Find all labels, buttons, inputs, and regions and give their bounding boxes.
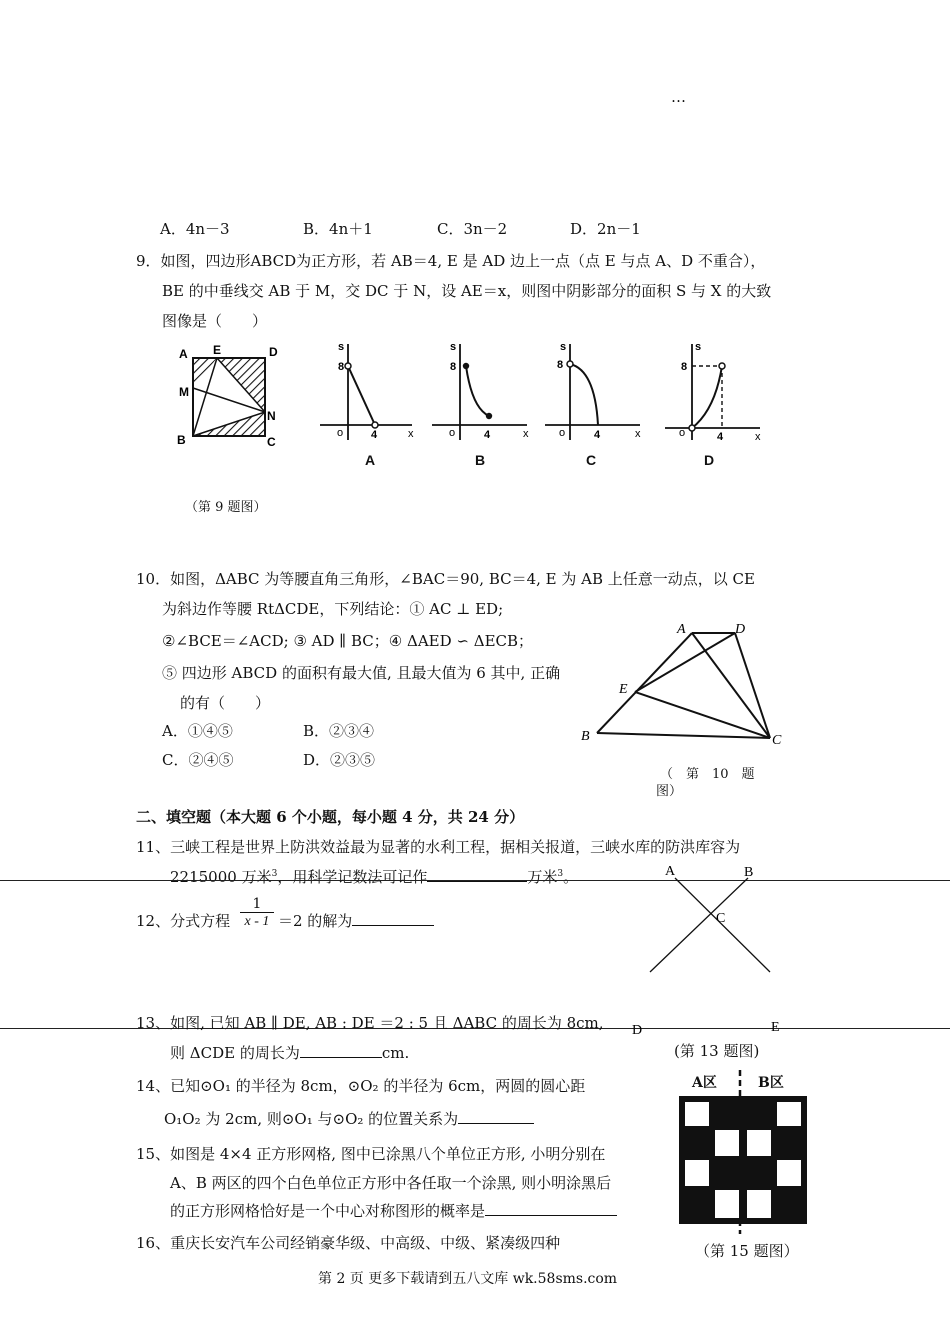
q16-line1: 16、重庆长安汽车公司经销豪华级、中高级、中级、紧凑级四种 bbox=[136, 1234, 561, 1252]
q15-line1: 15、如图是 4×4 正方形网格, 图中已涂黑八个单位正方形, 小明分别在 bbox=[136, 1145, 606, 1163]
svg-text:o: o bbox=[337, 427, 344, 439]
q9-label-e: E bbox=[213, 343, 222, 357]
page-footer: 第 2 页 更多下载请到五八文库 wk.58sms.com bbox=[318, 1271, 618, 1287]
q9-label-c: C bbox=[267, 435, 276, 449]
q15-caption: （第 15 题图） bbox=[695, 1242, 799, 1260]
q9-caption: （第 9 题图） bbox=[185, 500, 267, 515]
q8-option-a: A．4n－3 bbox=[160, 220, 230, 238]
svg-text:x: x bbox=[408, 428, 414, 440]
svg-text:o: o bbox=[679, 427, 686, 439]
q12-fraction: 1 x - 1 bbox=[240, 896, 274, 931]
section-2-heading: 二、填空题（本大题 6 个小题，每小题 4 分，共 24 分） bbox=[136, 808, 525, 826]
q9-graph-label-b: B bbox=[475, 452, 486, 468]
q9-label-a: A bbox=[179, 347, 188, 361]
q9-label-n: N bbox=[267, 409, 276, 423]
q9-graph-d bbox=[665, 340, 765, 445]
q14-line2: O₁O₂ 为 2cm, 则⊙O₁ 与⊙O₂ 的位置关系为 bbox=[164, 1108, 534, 1129]
svg-text:B: B bbox=[581, 729, 590, 744]
q13-caption: (第 13 题图) bbox=[674, 1042, 760, 1060]
q10-line4: ⑤ 四边形 ABCD 的面积有最大值, 且最大值为 6 其中, 正确 bbox=[162, 664, 561, 682]
svg-text:B: B bbox=[744, 865, 754, 880]
q9-line2: BE 的中垂线交 AB 于 M，交 DC 于 N，设 AE＝x，则图中阴影部分的面积 S 与 X 的大致 bbox=[162, 282, 772, 300]
svg-text:4: 4 bbox=[371, 429, 378, 441]
divider-line-1 bbox=[0, 880, 950, 881]
q10-line5: 的有（ ） bbox=[180, 694, 271, 712]
q9-label-b: B bbox=[177, 433, 186, 447]
svg-text:o: o bbox=[449, 427, 456, 439]
q10-figure bbox=[575, 615, 795, 755]
q13-figure bbox=[620, 860, 800, 1040]
svg-text:D: D bbox=[735, 622, 746, 637]
q9-graph-a bbox=[320, 340, 420, 445]
svg-text:D: D bbox=[632, 1023, 643, 1038]
svg-text:E: E bbox=[619, 682, 628, 697]
q10-line1: 10．如图，ΔABC 为等腰直角三角形，∠BAC＝90, BC＝4, E 为 AB 上任意一动点，以 CE bbox=[136, 570, 755, 588]
svg-text:8: 8 bbox=[450, 361, 457, 373]
q9-square-figure bbox=[175, 340, 285, 450]
svg-text:4: 4 bbox=[594, 429, 601, 441]
svg-text:8: 8 bbox=[557, 359, 564, 371]
svg-text:s: s bbox=[695, 341, 702, 353]
q10-option-b: B．②③④ bbox=[303, 722, 375, 740]
q9-line1: 9．如图，四边形ABCD为正方形，若 AB＝4, E 是 AD 边上一点（点 E 与点 A、D 不重合）， bbox=[136, 252, 766, 270]
q8-option-b: B．4n＋1 bbox=[303, 220, 373, 238]
q12-answer-blank bbox=[352, 911, 434, 926]
svg-text:A: A bbox=[665, 864, 676, 879]
q10-line3: ②∠BCE＝∠ACD; ③ AD ∥ BC；④ ΔAED ∽ ΔECB； bbox=[162, 632, 534, 650]
svg-text:s: s bbox=[560, 341, 567, 353]
q10-caption-2: 图） bbox=[656, 784, 683, 799]
svg-text:x: x bbox=[635, 428, 641, 440]
svg-text:C: C bbox=[772, 733, 782, 748]
q9-graph-label-a: A bbox=[365, 452, 376, 468]
q10-option-c: C．②④⑤ bbox=[162, 751, 234, 769]
q9-label-m: M bbox=[179, 385, 189, 399]
q9-line3: 图像是（ ） bbox=[162, 312, 268, 330]
q15-answer-blank bbox=[485, 1201, 617, 1216]
q10-option-a: A．①④⑤ bbox=[162, 722, 233, 740]
q10-line2: 为斜边作等腰 RtΔCDE，下列结论：① AC ⊥ ED; bbox=[162, 600, 504, 618]
q13-answer-blank bbox=[300, 1043, 382, 1058]
svg-text:o: o bbox=[559, 427, 566, 439]
svg-text:E: E bbox=[771, 1020, 780, 1035]
q9-label-d: D bbox=[269, 345, 278, 359]
q13-line1: 13、如图, 已知 AB ∥ DE, AB : DE ＝2 : 5 且 ΔABC 的周长为 8cm, bbox=[136, 1014, 604, 1032]
q12-prefix: 12、分式方程 bbox=[136, 912, 231, 930]
q13-line2: 则 ΔCDE 的周长为 cm. bbox=[170, 1044, 410, 1062]
svg-text:x: x bbox=[523, 428, 529, 440]
q15-zone-b-label: B区 bbox=[758, 1075, 784, 1091]
q15-line3: 的正方形网格恰好是一个中心对称图形的概率是 bbox=[170, 1200, 617, 1221]
q8-option-c: C．3n－2 bbox=[437, 220, 508, 238]
svg-text:s: s bbox=[450, 341, 457, 353]
q10-option-d: D．②③⑤ bbox=[303, 751, 376, 769]
q9-graph-label-c: C bbox=[586, 452, 597, 468]
q14-answer-blank bbox=[458, 1109, 534, 1124]
q11-line1: 11、三峡工程是世界上防洪效益最为显著的水利工程，据相关报道，三峡水库的防洪库容为 bbox=[136, 838, 741, 856]
q9-graph-c bbox=[545, 340, 645, 445]
svg-text:A: A bbox=[677, 622, 686, 637]
q9-graph-b bbox=[432, 340, 532, 445]
ellipsis: … bbox=[671, 88, 686, 106]
q14-line1: 14、已知⊙O₁ 的半径为 8cm，⊙O₂ 的半径为 6cm，两圆的圆心距 bbox=[136, 1077, 586, 1095]
q12-equation: ＝2 的解为 bbox=[278, 910, 434, 931]
q15-zone-a-label: A区 bbox=[692, 1075, 717, 1091]
svg-text:x: x bbox=[755, 431, 761, 443]
q8-option-d: D．2n－1 bbox=[570, 220, 641, 238]
svg-text:8: 8 bbox=[338, 361, 345, 373]
q10-caption-1: （ 第 10 题 bbox=[660, 767, 755, 782]
q11-line2: 2215000 万米$^3$，用科学记数法可记作 万米$^3$。 bbox=[170, 868, 579, 886]
svg-text:s: s bbox=[338, 341, 345, 353]
q15-grid-figure bbox=[675, 1068, 810, 1238]
q15-line2: A、B 两区的四个白色单位正方形中各任取一个涂黑, 则小明涂黑后 bbox=[170, 1174, 612, 1192]
svg-text:8: 8 bbox=[681, 361, 688, 373]
svg-text:4: 4 bbox=[484, 429, 491, 441]
q9-graph-label-d: D bbox=[704, 452, 715, 468]
svg-text:4: 4 bbox=[717, 431, 724, 443]
svg-text:C: C bbox=[716, 911, 726, 926]
